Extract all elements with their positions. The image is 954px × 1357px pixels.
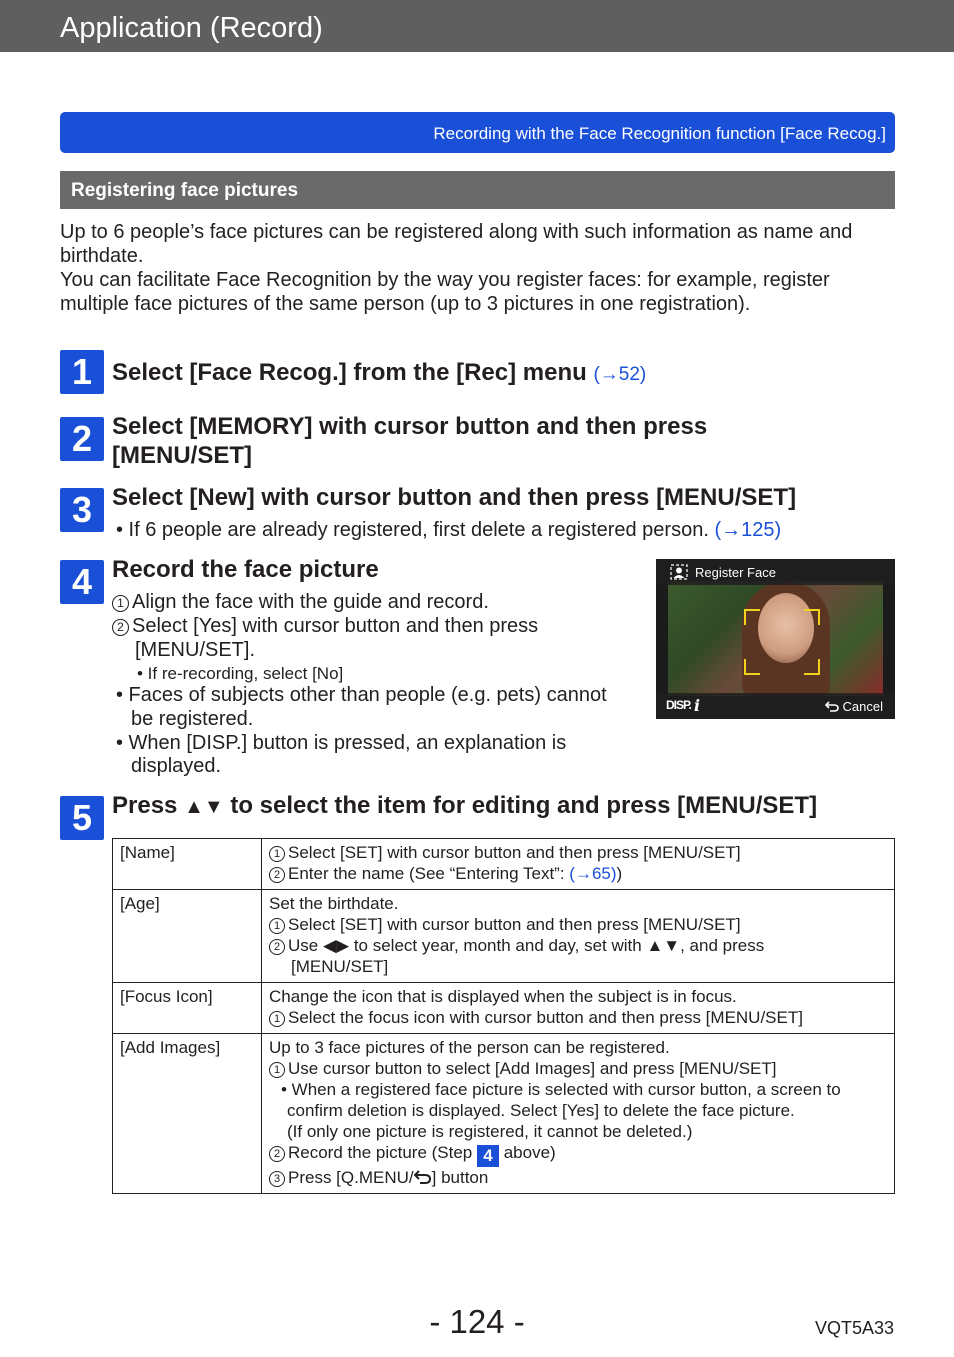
editing-items-table xyxy=(112,838,895,1194)
circled-number-icon: 1 xyxy=(269,846,285,862)
table-row xyxy=(113,890,895,983)
circled-number-icon: 2 xyxy=(112,619,129,636)
circled-number-icon: 1 xyxy=(269,1062,285,1078)
table-line: Change the icon that is displayed when the subject is in focus. xyxy=(269,987,737,1006)
step-1-number-icon: 1 xyxy=(60,350,104,394)
step-3-number-icon: 3 xyxy=(60,488,104,532)
frame-corner xyxy=(804,609,820,625)
frame-corner xyxy=(804,659,820,675)
return-arrow-icon xyxy=(414,1170,432,1184)
step-2-title-line: [MENU/SET] xyxy=(112,442,252,469)
step-5-title-post: to select the item for editing and press [MENU/SET] xyxy=(230,792,818,819)
intro-line: birthdate. xyxy=(60,245,144,267)
table-line-text: Select [SET] with cursor button and then press [MENU/SET] xyxy=(288,843,741,862)
table-value-cell xyxy=(262,983,895,1034)
step-3-note-text: • If 6 people are already registered, first delete a registered person. xyxy=(116,519,709,541)
table-bullet-cont: confirm deletion is displayed. Select [Yes] to delete the face picture. xyxy=(287,1101,795,1120)
step-1-page-link[interactable]: (→52) xyxy=(593,364,647,385)
intro-paragraph xyxy=(60,220,900,316)
table-bullet-cont: (If only one picture is registered, it cannot be deleted.) xyxy=(287,1122,693,1141)
info-icon: i xyxy=(694,696,701,715)
step-4-title: Record the face picture xyxy=(112,556,379,583)
table-bullet: • When a registered face picture is selected with cursor button, a screen to xyxy=(281,1080,841,1099)
step-4-sub-1 xyxy=(112,590,489,614)
step-4-sub-2-text: Select [Yes] with cursor button and then press xyxy=(132,615,539,637)
screen-header xyxy=(656,559,895,585)
screen-header-label: Register Face xyxy=(695,565,776,580)
step-2-title xyxy=(112,412,707,470)
step-4-sub-2 xyxy=(112,614,538,638)
step-5-title xyxy=(112,791,817,822)
step-2-title-line: Select [MEMORY] with cursor button and then press xyxy=(112,413,708,440)
table-key-cell: [Name] xyxy=(113,839,262,890)
table-line-text: above) xyxy=(498,1143,556,1162)
step-1-title xyxy=(112,358,646,389)
step-3-note xyxy=(116,518,781,542)
circled-number-icon: 1 xyxy=(269,918,285,934)
table-line xyxy=(269,1142,887,1167)
table-key-cell: [Focus Icon] xyxy=(113,983,262,1034)
table-line-text: Press [Q.MENU/ xyxy=(288,1168,414,1187)
step-4-bullet-2-cont: displayed. xyxy=(131,755,222,777)
face-photo xyxy=(668,581,883,696)
circled-number-icon: 2 xyxy=(269,1146,285,1162)
circled-number-icon: 3 xyxy=(269,1171,285,1187)
subheading-bar xyxy=(60,171,895,209)
table-value-cell xyxy=(262,839,895,890)
document-code: VQT5A33 xyxy=(814,1318,894,1338)
step-2-number-icon: 2 xyxy=(60,417,104,461)
table-row xyxy=(113,983,895,1034)
table-line-text: Record the picture (Step xyxy=(288,1143,477,1162)
table-line-text: Use ◀▶ to select year, month and day, set with ▲▼, and press xyxy=(288,936,765,955)
table-line-text: Enter the name (See “Entering Text”: xyxy=(288,864,570,883)
disp-icon: DISP. xyxy=(666,698,691,712)
header-title: Application (Record) xyxy=(60,12,323,44)
table-line xyxy=(269,935,887,956)
table-key-cell: [Add Images] xyxy=(113,1034,262,1194)
table-value-cell xyxy=(262,1034,895,1194)
table-line-text: ) xyxy=(616,864,623,883)
step-4-sub-1-text: Align the face with the guide and record. xyxy=(132,591,489,613)
intro-line: Up to 6 people’s face pictures can be registered along with such information as name and xyxy=(60,221,853,243)
table-line-text: Select the focus icon with cursor button and then press [MENU/SET] xyxy=(288,1008,803,1027)
circled-number-icon: 2 xyxy=(269,939,285,955)
return-arrow-icon xyxy=(825,701,839,712)
table-key-cell: [Age] xyxy=(113,890,262,983)
face-recog-icon xyxy=(670,564,688,580)
table-line xyxy=(269,863,887,884)
step-4-number-icon: 4 xyxy=(60,560,104,604)
circled-number-icon: 1 xyxy=(269,1011,285,1027)
table-line xyxy=(269,1007,887,1028)
step-3-title: Select [New] with cursor button and then press [MENU/SET] xyxy=(112,484,797,511)
table-row xyxy=(113,1034,895,1194)
table-line xyxy=(269,842,887,863)
circled-number-icon: 1 xyxy=(112,595,129,612)
up-down-arrows-icon: ▲▼ xyxy=(184,796,224,818)
step-1-title-text: Select [Face Recog.] from the [Rec] menu xyxy=(112,359,587,386)
step-4-sub-2-cont: [MENU/SET]. xyxy=(135,639,256,661)
circled-number-icon: 2 xyxy=(269,867,285,883)
step-3-page-link[interactable]: (→125) xyxy=(714,519,782,541)
face-guide-frame xyxy=(744,609,820,675)
step-5-number-icon: 5 xyxy=(60,796,104,840)
table-line-text: Select [SET] with cursor button and then press [MENU/SET] xyxy=(288,915,741,934)
table-line-text: Use cursor button to select [Add Images] and press [MENU/SET] xyxy=(288,1059,777,1078)
cancel-label xyxy=(825,699,883,714)
frame-corner xyxy=(744,609,760,625)
table-line xyxy=(269,1167,887,1188)
table-line: Set the birthdate. xyxy=(269,894,399,913)
intro-line: multiple face pictures of the same person (up to 3 pictures in one registration). xyxy=(60,293,751,315)
table-row xyxy=(113,839,895,890)
table-line: [MENU/SET] xyxy=(291,957,389,976)
screen-footer xyxy=(656,693,895,719)
table-line-text: ] button xyxy=(431,1168,489,1187)
step-4-bullet-1: • Faces of subjects other than people (e.g. pets) cannot xyxy=(116,684,607,706)
step-4-bullet-1-cont: be registered. xyxy=(131,708,254,730)
intro-line: You can facilitate Face Recognition by the way you register faces: for example, register xyxy=(60,269,830,291)
step-4-inline-icon: 4 xyxy=(477,1145,499,1167)
step-4-sub-2-note: • If re-recording, select [No] xyxy=(137,664,344,683)
step-5-title-pre: Press xyxy=(112,792,178,819)
table-line: Up to 3 face pictures of the person can be registered. xyxy=(269,1038,670,1057)
table-line xyxy=(269,914,887,935)
section-bar xyxy=(60,112,895,153)
subheading-label: Registering face pictures xyxy=(71,180,299,201)
page-number: - 124 - xyxy=(429,1303,525,1340)
top-header-bar xyxy=(0,0,954,52)
step-4-bullet-2: • When [DISP.] button is pressed, an explanation is xyxy=(116,732,567,754)
section-bar-label: Recording with the Face Recognition function [Face Recog.] xyxy=(433,124,886,143)
camera-screen-illustration xyxy=(656,559,895,719)
frame-corner xyxy=(744,659,760,675)
table-value-cell xyxy=(262,890,895,983)
cancel-text: Cancel xyxy=(842,699,883,714)
table-page-link[interactable]: (→65) xyxy=(569,864,617,883)
table-line xyxy=(269,1058,887,1079)
